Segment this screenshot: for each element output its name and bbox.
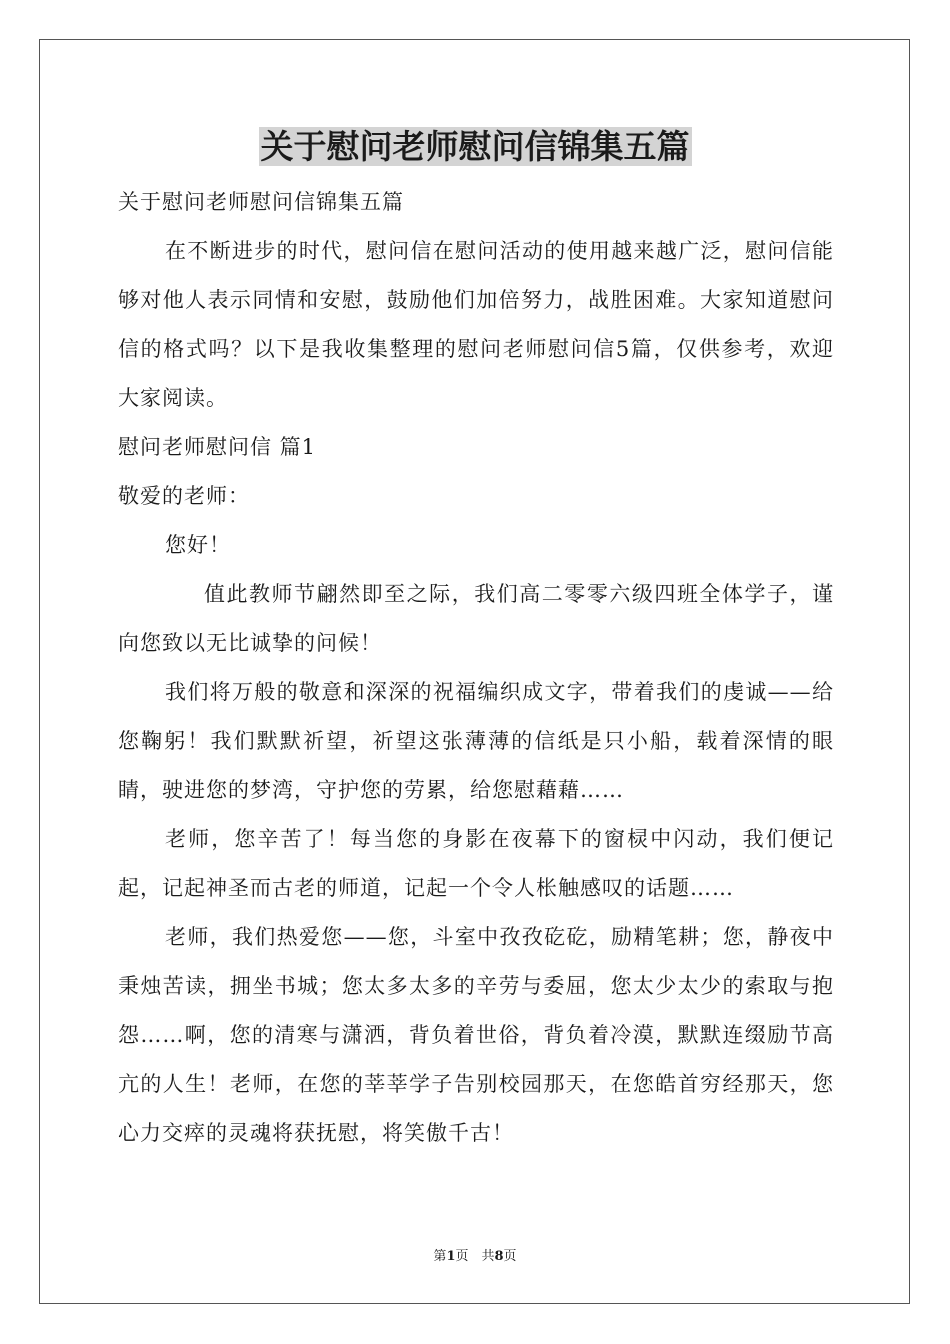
document-body (118, 178, 834, 1158)
section-heading: 慰问老师慰问信 篇1 (118, 435, 317, 459)
intro-paragraph: 在不断进步的时代，慰问信在慰问活动的使用越来越广泛，慰问信能够对他人表示同情和安慰，鼓励他们加倍努力，战胜困难。大家知道慰问信的格式吗？以下是我收集整理的慰问老师慰问信5篇，仅供参考，欢迎大家阅读。 (118, 239, 834, 410)
page-total: 8 (494, 1249, 504, 1264)
page-footer (0, 1248, 950, 1266)
page-prefix: 第 (433, 1249, 447, 1264)
letter-paragraph-1: 值此教师节翩然即至之际，我们高二零零六级四班全体学子，谨向您致以无比诚挚的问候！ (118, 582, 834, 655)
letter-paragraph-3: 老师，您辛苦了！每当您的身影在夜幕下的窗棂中闪动，我们便记起，记起神圣而古老的师道，记起一个令人枨触感叹的话题…… (118, 827, 834, 900)
page-current: 1 (446, 1249, 456, 1264)
page-suffix: 页 (503, 1249, 517, 1264)
letter-paragraph-2: 我们将万般的敬意和深深的祝福编织成文字，带着我们的虔诚——给您鞠躬！我们默默祈望，祈望这张薄薄的信纸是只小船，载着深情的眼睛，驶进您的梦湾，守护您的劳累，给您慰藉藉…… (118, 680, 834, 802)
page-mid: 页 共 (455, 1249, 495, 1264)
document-title-text: 关于慰问老师慰问信锦集五篇 (260, 127, 690, 166)
greeting: 您好！ (165, 533, 231, 557)
letter-paragraph-4: 老师，我们热爱您——您，斗室中孜孜矻矻，励精笔耕；您，静夜中秉烛苦读，拥坐书城；您太多太多的辛劳与委屈，您太少太少的索取与抱怨……啊，您的清寒与潇洒，背负着世俗，背负着冷漠，默默连缀励节高亢的人生！老师，在您的莘莘学子告别校园那天，在您皓首穷经那天，您心力交瘁的灵魂将获抚慰，将笑傲千古！ (118, 925, 834, 1145)
salutation: 敬爱的老师： (118, 484, 250, 508)
document-subtitle: 关于慰问老师慰问信锦集五篇 (118, 190, 404, 214)
document-title (0, 124, 950, 170)
